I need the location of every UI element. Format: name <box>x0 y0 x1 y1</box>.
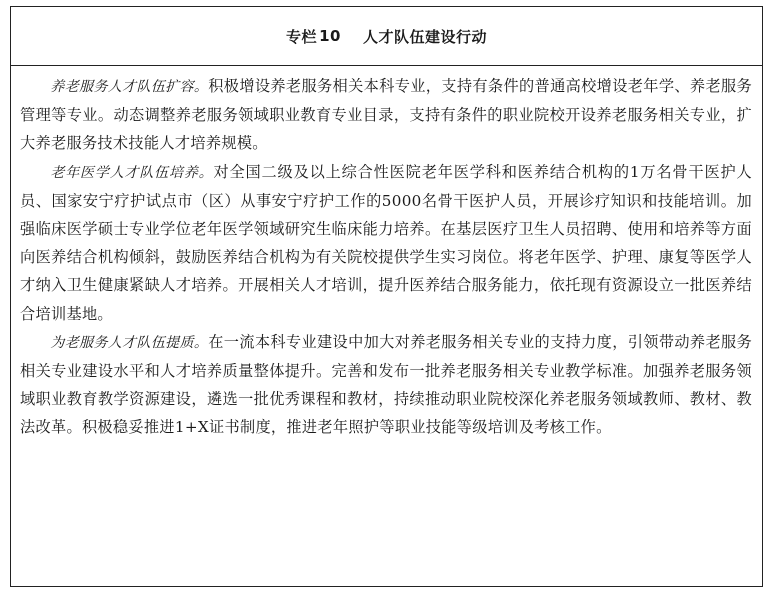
paragraph-geriatric-training <box>20 158 752 328</box>
paragraph-text: 对全国二级及以上综合性医院老年医学科和医养结合机构的1万名骨干医护人员、国家安宁疗护试点市（区）从事安宁疗护工作的5000名骨干医护人员，开展诊疗知识和技能培训。加强临床医学硕士专业学位老年医学领域研究生临床能力培养。在基层医疗卫生人员招聘、使用和培养等方面向医养结合机构倾斜，鼓励医养结合机构为有关院校提供学生实习岗位。将老年医学、护理、康复等医学人才纳入卫生健康紧缺人才培养。开展相关人才培训，提升医养结合服务能力，依托现有资源设立一批医养结合培训基地。 <box>20 162 752 323</box>
column-number: 10 <box>319 27 341 45</box>
column-body <box>11 66 762 442</box>
column-title: 人才队伍建设行动 <box>362 27 487 46</box>
column-box <box>10 6 763 587</box>
paragraph-text: 积极增设养老服务相关本科专业，支持有条件的普通高校增设老年学、养老服务管理等专业。动态调整养老服务领域职业教育专业目录，支持有条件的职业院校开设养老服务相关专业，扩大养老服务技术技能人才培养规模。 <box>20 77 753 153</box>
paragraph-lead: 为老服务人才队伍提质。 <box>50 334 209 351</box>
paragraph-text: 在一流本科专业建设中加大对养老服务相关专业的支持力度，引领带动养老服务相关专业建设水平和人才培养质量整体提升。完善和发布一批养老服务相关专业教学标准。加强养老服务领域职业教育教学资源建设，遴选一批优秀课程和教材，持续推动职业院校深化养老服务领域教师、教材、教法改革。积极稳妥推进1+X证书制度，推进老年照护等职业技能等级培训及考核工作。 <box>20 332 753 437</box>
paragraph-lead: 老年医学人才队伍培养。 <box>50 164 214 181</box>
paragraph-talent-expansion <box>20 72 752 158</box>
column-header <box>11 7 762 66</box>
column-label: 专栏 <box>286 27 318 46</box>
paragraph-lead: 养老服务人才队伍扩容。 <box>50 79 209 95</box>
paragraph-quality-improvement <box>20 328 752 442</box>
